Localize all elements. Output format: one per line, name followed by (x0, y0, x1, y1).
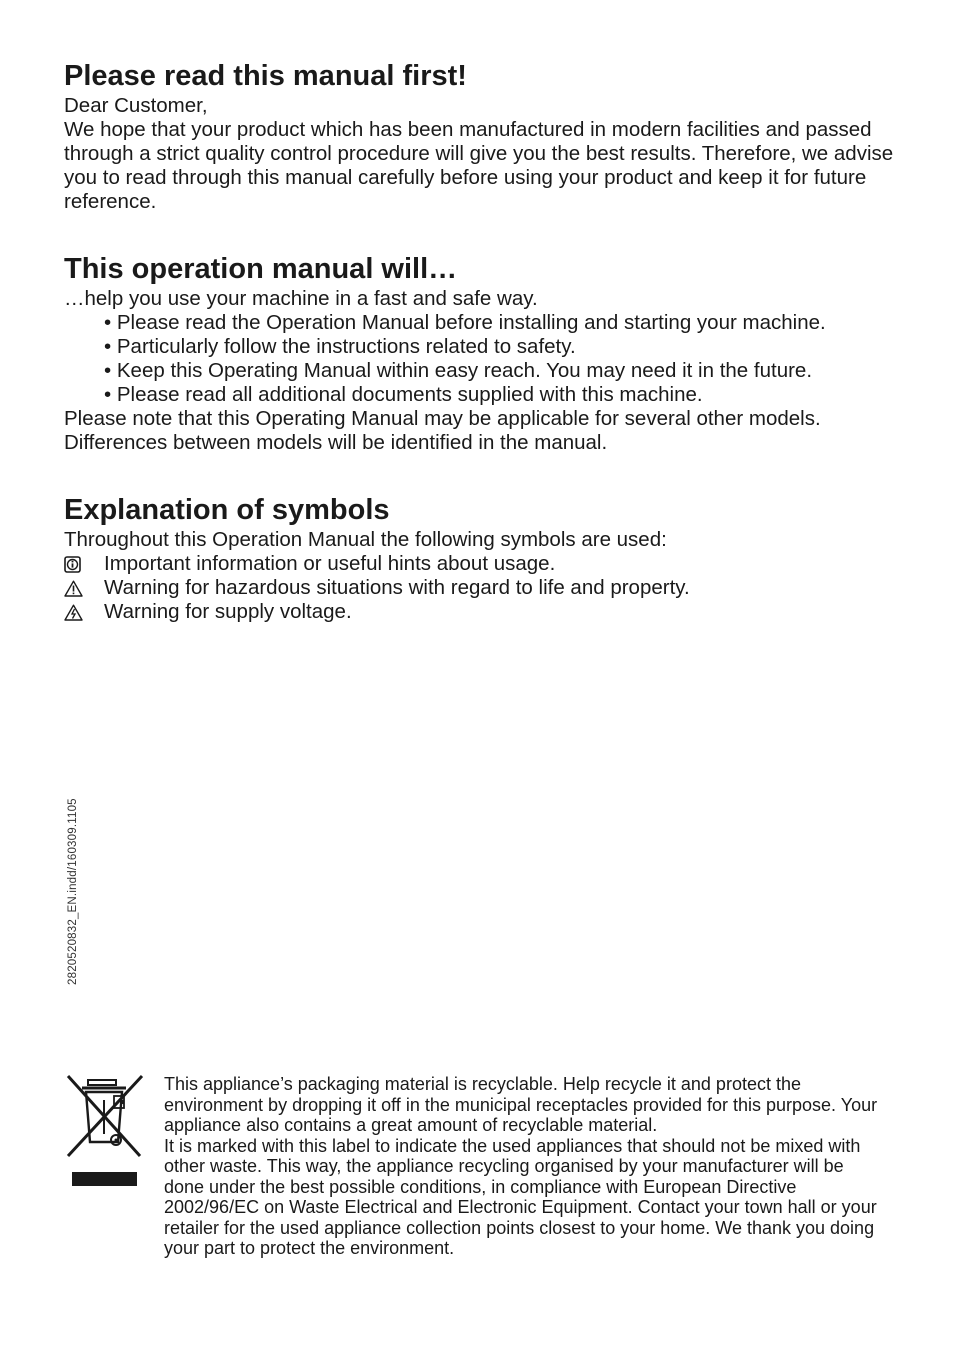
list-item: • Keep this Operating Manual within easy reach. You may need it in the future. (104, 359, 894, 383)
symbols-lead: Throughout this Operation Manual the following symbols are used: (64, 528, 667, 551)
recycling-text (164, 1074, 884, 1259)
recycling-para-1: This appliance’s packaging material is recyclable. Help recycle it and protect the environment by dropping it off in the municipal receptacles provided for this purpose. Your appliance also contains a great amount of recyclable material. (164, 1074, 878, 1135)
manual-page (64, 58, 894, 661)
symbols-section (64, 492, 894, 624)
symbol-row-info (64, 552, 894, 576)
manual-note-2: Differences between models will be identified in the manual. (64, 431, 608, 454)
symbols-heading: Explanation of symbols (64, 494, 390, 526)
list-item: • Particularly follow the instructions related to safety. (104, 335, 894, 359)
warning-triangle-icon (64, 580, 104, 597)
manual-bullet-list (64, 311, 894, 407)
list-item: • Please read the Operation Manual before installing and starting your machine. (104, 311, 894, 335)
intro-body: We hope that your product which has been manufactured in modern facilities and passed through a strict quality control procedure will give you the best results. Therefore, we advise you to read through this manual carefully before using your product and keep it for future reference. (64, 118, 894, 213)
intro-heading: Please read this manual first! (64, 60, 467, 92)
manual-heading: This operation manual will… (64, 253, 458, 285)
manual-section (64, 251, 894, 455)
intro-section (64, 58, 894, 214)
list-item: • Please read all additional documents supplied with this machine. (104, 383, 894, 407)
symbol-text: Warning for hazardous situations with regard to life and property. (104, 576, 690, 599)
symbol-text: Warning for supply voltage. (104, 600, 352, 623)
file-code: 2820520832_EN.indd/160309.1105 (67, 798, 79, 985)
voltage-warning-icon (64, 604, 104, 621)
symbol-row-voltage (64, 600, 894, 624)
crossed-bin-icon (64, 1074, 148, 1190)
info-icon (64, 556, 104, 573)
manual-lead: …help you use your machine in a fast and safe way. (64, 287, 538, 310)
symbol-row-warning (64, 576, 894, 600)
symbol-text: Important information or useful hints about usage. (104, 552, 556, 575)
recycling-para-2: It is marked with this label to indicate the used appliances that should not be mixed with other waste. This way, the appliance recycling organised by your manufacturer will be done under the best possible conditions, in compliance with European Directive 2002/96/EC on Waste Electrical and Electronic Equipment. Contact your town hall or your retailer for the used appliance collection points closest to your home. We thank you doing your part to protect the environment. (164, 1135, 877, 1258)
greeting: Dear Customer, (64, 94, 208, 117)
manual-note-1: Please note that this Operating Manual may be applicable for several other models. (64, 407, 821, 430)
